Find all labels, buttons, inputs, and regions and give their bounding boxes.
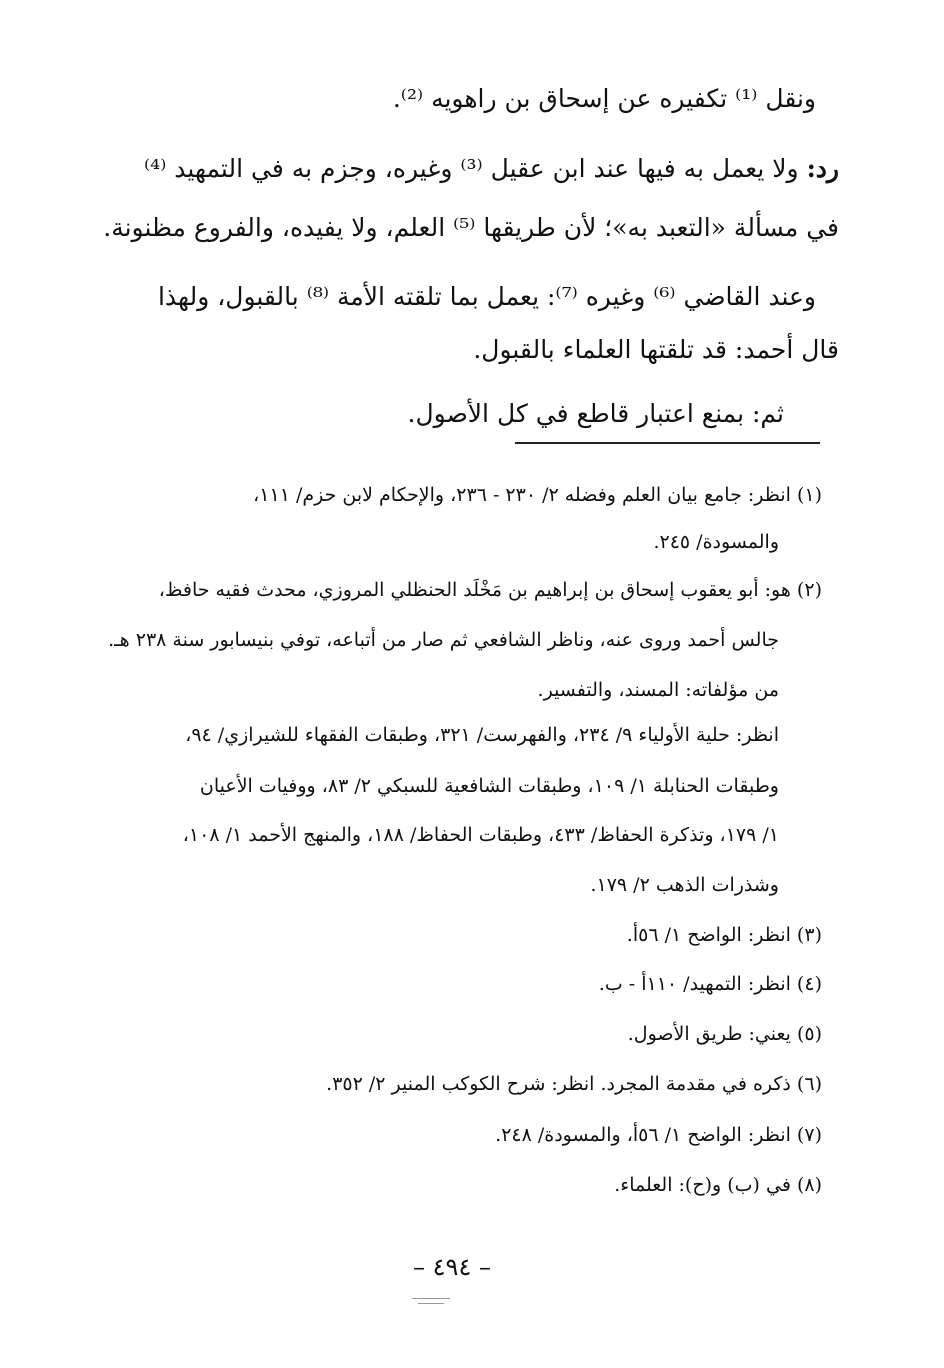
footnote-2-line-5: وطبقات الحنابلة ١/ ١٠٩، وطبقات الشافعية للسبكي ٢/ ٨٣، ووفيات الأعيان [199, 775, 779, 797]
page-number: – ٤٩٤ – [413, 1253, 491, 1281]
footnote-2-line-3: من مؤلفاته: المسند، والتفسير. [537, 679, 779, 701]
body-line-3: في مسألة «التعبد به»؛ لأن طريقها ⁽⁵⁾ العلم، ولا يفيده، والفروع مظنونة. [103, 213, 839, 242]
footnote-1-line-1: (١) انظر: جامع بيان العلم وفضله ٢/ ٢٣٠ - ٢٣٦، والإحكام لابن حزم/ ١١١، [253, 484, 822, 506]
footnote-2-line-7: وشذرات الذهب ٢/ ١٧٩. [590, 874, 779, 896]
footnote-2-line-4: انظر: حلية الأولياء ٩/ ٢٣٤، والفهرست/ ٣٢١، وطبقات الفقهاء للشيرازي/ ٩٤، [185, 724, 779, 746]
rebuttal-lead: رد: [806, 154, 839, 183]
bottom-mark-line [412, 1298, 450, 1299]
footnote-8: (٨) في (ب) و(ح): العلماء. [614, 1174, 822, 1196]
body-line-6: ثم: بمنع اعتبار قاطع في كل الأصول. [407, 399, 784, 428]
body-line-5: قال أحمد: قد تلقتها العلماء بالقبول. [473, 335, 839, 364]
bottom-mark-line [418, 1303, 444, 1304]
footnote-3: (٣) انظر: الواضح ١/ ٥٦أ. [626, 924, 822, 946]
body-line-4: وعند القاضي ⁽⁶⁾ وغيره ⁽⁷⁾: يعمل بما تلقته الأمة ⁽⁸⁾ بالقبول، ولهذا [157, 282, 816, 311]
body-line-1: ونقل ⁽¹⁾ تكفيره عن إسحاق بن راهويه ⁽²⁾. [392, 84, 816, 113]
footnote-6: (٦) ذكره في مقدمة المجرد. انظر: شرح الكوكب المنير ٢/ ٣٥٢. [326, 1073, 822, 1095]
body-line-2-text: ولا يعمل به فيها عند ابن عقيل ⁽³⁾ وغيره، وجزم به في التمهيد ⁽⁴⁾ [144, 154, 799, 183]
footnote-separator [515, 442, 820, 444]
footnote-1-line-2: والمسودة/ ٢٤٥. [653, 531, 779, 553]
footnote-5: (٥) يعني: طريق الأصول. [627, 1023, 822, 1045]
footnote-2-line-2: جالس أحمد وروى عنه، وناظر الشافعي ثم صار من أتباعه، توفي بنيسابور سنة ٢٣٨ هـ. [108, 629, 779, 651]
body-line-2 [144, 153, 839, 185]
footnote-2-line-6: ١/ ١٧٩، وتذكرة الحفاظ/ ٤٣٣، وطبقات الحفاظ/ ١٨٨، والمنهج الأحمد ١/ ١٠٨، [182, 824, 779, 846]
footnote-2-line-1: (٢) هو: أبو يعقوب إسحاق بن إبراهيم بن مَخْلَد الحنظلي المروزي، محدث فقيه حافظ، [158, 579, 822, 601]
footnote-4: (٤) انظر: التمهيد/ ١١٠أ - ب. [598, 973, 822, 995]
footnote-7: (٧) انظر: الواضح ١/ ٥٦أ، والمسودة/ ٢٤٨. [495, 1124, 822, 1146]
